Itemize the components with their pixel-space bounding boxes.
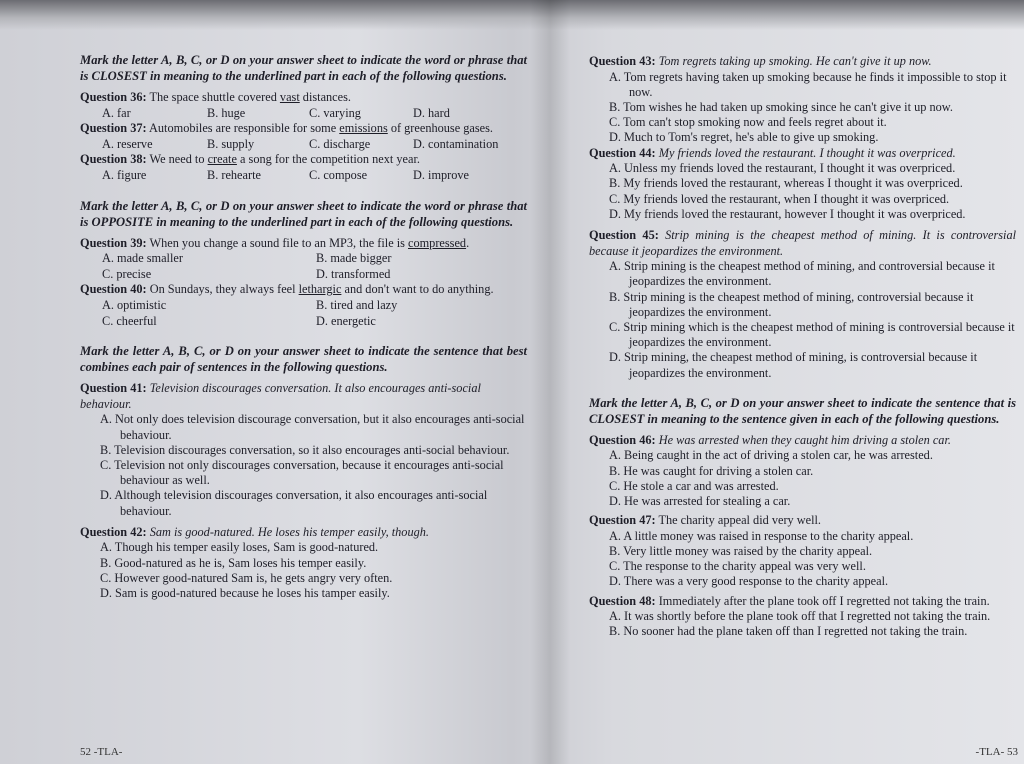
option-c: C. Strip mining which is the cheapest method of mining is controversial because it jeopardizes the environment.: [609, 320, 1015, 350]
question-number: Question 41:: [80, 381, 147, 396]
underlined-word: compressed: [408, 235, 467, 250]
option-b: B. Tom wishes he had taken up smoking since he can't give it up now.: [609, 100, 953, 114]
question-number: Question 43:: [589, 54, 656, 68]
option-b: B. Good-natured as he is, Sam loses his temper easily.: [100, 555, 367, 570]
option-b: B. He was caught for driving a stolen car.: [609, 463, 814, 478]
option-c: C. However good-natured Sam is, he gets angry very often.: [100, 570, 393, 585]
question-46: Question 46: He was arrested when they caught him driving a stolen car.: [589, 432, 951, 447]
option-a: A. Unless my friends loved the restaurant, I thought it was overpriced.: [609, 161, 956, 176]
option-d: D. Although television discourages conversation, it also encourages anti-social behaviour.: [100, 488, 488, 518]
question-36: Question 36: The space shuttle covered vast distances.: [80, 90, 351, 104]
option-b: B. tired and lazy: [316, 297, 398, 312]
question-47: Question 47: The charity appeal did very well.: [589, 513, 822, 528]
question-number: Question 38:: [80, 152, 147, 167]
question-number: Question 45:: [589, 228, 659, 243]
question-45: Question 45: Strip mining is the cheapest method of mining. It is controversial because it jeopardizes the environment.: [589, 228, 1017, 258]
option-a: A. reserve: [102, 136, 153, 151]
question-number: Question 39:: [80, 235, 147, 250]
option-d: D. Much to Tom's regret, he's able to give up smoking.: [609, 130, 879, 145]
option-d: D. energetic: [316, 313, 376, 328]
option-b: B. My friends loved the restaurant, whereas I thought it was overpriced.: [609, 176, 963, 191]
option-d: D. hard: [413, 105, 450, 120]
page-number-left: 52 -TLA-: [80, 746, 123, 758]
option-b: B. Television discourages conversation, so it also encourages anti-social behaviour.: [100, 442, 510, 457]
option-a: A. far: [102, 105, 131, 120]
question-44: Question 44: My friends loved the restaurant. I thought it was overpriced.: [589, 145, 956, 160]
option-d: D. transformed: [316, 266, 391, 281]
question-39: Question 39: When you change a sound file to an MP3, the file is compressed.: [80, 235, 470, 250]
option-d: D. Strip mining, the cheapest method of mining, is controversial because it jeopardizes the environment.: [609, 350, 978, 380]
option-b: B. huge: [207, 105, 246, 120]
question-38: Question 38: We need to create a song for the competition next year.: [80, 152, 420, 167]
option-b: B. made bigger: [316, 251, 392, 266]
option-c: C. compose: [309, 167, 368, 182]
underlined-word: lethargic: [298, 282, 342, 297]
option-a: A. figure: [102, 167, 147, 182]
option-d: D. My friends loved the restaurant, however I thought it was overpriced.: [609, 206, 966, 221]
instruction-closest-sentence: Mark the letter A, B, C, or D on your answer sheet to indicate the sentence that is CLOSEST in meaning to the sentence given in each of the following questions.: [589, 395, 1016, 426]
option-d: D. improve: [413, 167, 470, 182]
option-a: A. Being caught in the act of driving a stolen car, he was arrested.: [609, 448, 933, 463]
option-d: D. There was a very good response to the charity appeal.: [609, 574, 889, 589]
instruction-closest-word: Mark the letter A, B, C, or D on your answer sheet to indicate the word or phrase that is CLOSEST in meaning to the underlined part in each of the following questions.: [80, 53, 527, 83]
question-number: Question 36:: [80, 90, 147, 104]
option-a: A. made smaller: [102, 251, 183, 266]
options-37: [80, 137, 527, 153]
question-number: Question 37:: [80, 121, 147, 136]
question-number: Question 44:: [589, 145, 656, 160]
options-39: [80, 251, 527, 282]
option-a: A. Not only does television discourage conversation, but it also encourages anti-social behaviour.: [100, 412, 525, 442]
option-b: B. Strip mining is the cheapest method of mining, controversial because it jeopardizes the environment.: [609, 289, 974, 319]
question-48: Question 48: Immediately after the plane took off I regretted not taking the train.: [589, 593, 990, 608]
option-d: D. He was arrested for stealing a car.: [609, 494, 791, 509]
option-d: D. Sam is good-natured because he loses his tamper easily.: [100, 585, 390, 600]
underlined-word: emissions: [339, 121, 388, 136]
option-a: A. Though his temper easily loses, Sam is good-natured.: [100, 540, 379, 555]
instruction-opposite-word: Mark the letter A, B, C, or D on your answer sheet to indicate the word or phrase that is OPPOSITE in meaning to the underlined part in each of the following questions.: [80, 198, 527, 229]
option-c: C. varying: [309, 105, 361, 120]
option-a: A. A little money was raised in response to the charity appeal.: [609, 528, 914, 543]
option-a: A. Tom regrets having taken up smoking because he finds it impossible to stop it now.: [609, 69, 1007, 99]
question-number: Question 42:: [80, 524, 147, 539]
question-43: Question 43: Tom regrets taking up smoking. He can't give it up now.: [589, 54, 932, 68]
question-40: Question 40: On Sundays, they always feel lethargic and don't want to do anything.: [80, 282, 494, 297]
question-42: Question 42: Sam is good-natured. He loses his temper easily, though.: [80, 524, 429, 539]
underlined-word: vast: [279, 90, 300, 104]
page-number-right: -TLA- 53: [975, 746, 1018, 758]
option-a: A. It was shortly before the plane took off that I regretted not taking the train.: [609, 609, 991, 624]
option-a: A. optimistic: [102, 297, 167, 312]
option-c: C. Television not only discourages conversation, because it encourages anti-social behaviour as well.: [100, 457, 504, 488]
option-c: C. He stole a car and was arrested.: [609, 478, 779, 493]
options-40: [80, 298, 527, 329]
option-c: C. cheerful: [102, 313, 157, 328]
question-number: Question 48:: [589, 593, 656, 608]
option-c: C. Tom can't stop smoking now and feels regret about it.: [609, 115, 887, 130]
options-38: [80, 168, 527, 184]
option-b: B. supply: [207, 136, 255, 151]
question-number: Question 47:: [589, 513, 656, 528]
option-c: C. My friends loved the restaurant, when I thought it was overpriced.: [609, 191, 950, 206]
question-41: Question 41: Television discourages conversation. It also encourages anti-social behaviour.: [80, 381, 481, 411]
option-c: C. The response to the charity appeal was very well.: [609, 559, 866, 574]
option-c: C. precise: [102, 266, 152, 281]
option-b: B. No sooner had the plane taken off than I regretted not taking the train.: [609, 624, 968, 639]
question-37: Question 37: Automobiles are responsible for some emissions of greenhouse gases.: [80, 121, 493, 136]
question-number: Question 46:: [589, 432, 656, 447]
option-b: B. rehearte: [207, 167, 261, 182]
options-36: [80, 106, 527, 122]
option-c: C. discharge: [309, 136, 371, 151]
option-a: A. Strip mining is the cheapest method of mining, and controversial because it jeopardizes the environment.: [609, 259, 995, 289]
option-b: B. Very little money was raised by the charity appeal.: [609, 544, 873, 559]
underlined-word: create: [207, 152, 237, 167]
option-d: D. contamination: [413, 136, 499, 151]
instruction-combine-sentences: Mark the letter A, B, C, or D on your answer sheet to indicate the sentence that best combines each pair of sentences in the following questions.: [80, 344, 527, 375]
right-page: [545, 0, 1024, 764]
question-number: Question 40:: [80, 282, 147, 297]
